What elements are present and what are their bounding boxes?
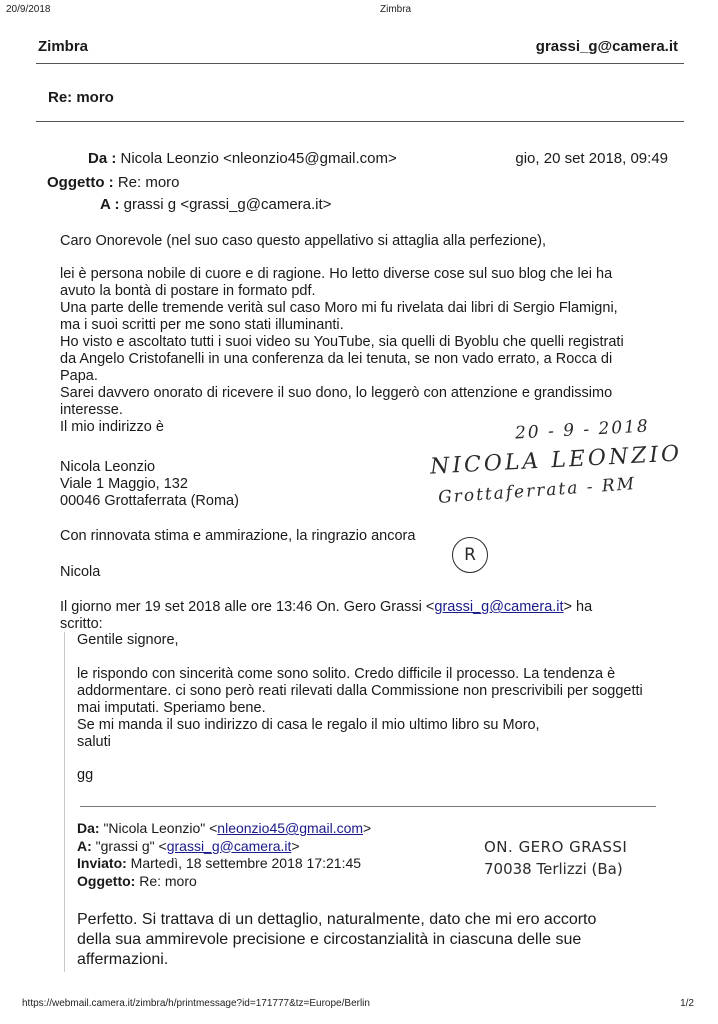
quote-bar	[64, 632, 65, 972]
subject-label: Oggetto :	[47, 174, 114, 191]
signature: Nicola	[60, 564, 101, 580]
quoted-to-email-link[interactable]: grassi_g@camera.it	[166, 837, 292, 854]
to-value: grassi g <grassi_g@camera.it>	[123, 196, 332, 213]
quoted-line: Se mi manda il suo indirizzo di casa le regalo il mio ultimo libro su Moro,	[77, 717, 540, 733]
account-email: grassi_g@camera.it	[535, 38, 678, 55]
app-name: Zimbra	[38, 38, 89, 55]
quoted-from-label: Da:	[77, 820, 100, 836]
stamp-line-1: ON. GERO GRASSI	[484, 838, 628, 856]
quoted-from-row	[77, 820, 457, 838]
quoted-line: le rispondo con sincerità come sono solito. Credo difficile il processo. La tendenza è	[77, 666, 616, 682]
address-line: 00046 Grottaferrata (Roma)	[60, 493, 239, 509]
body-line: interesse.	[60, 402, 123, 418]
body-line: Ho visto e ascoltato tutti i suoi video su YouTube, sia quelli di Byoblu che quelli registrati	[60, 334, 624, 350]
print-title: Zimbra	[380, 4, 412, 15]
quoted-sent-label: Inviato:	[77, 855, 127, 871]
quoted-greeting: Gentile signore,	[77, 632, 179, 648]
print-date: 20/9/2018	[6, 4, 51, 15]
quoted-to-end: >	[291, 837, 300, 854]
quoted-subject-value: Re: moro	[139, 872, 197, 889]
address-block	[60, 459, 340, 510]
quoted-from-email-link[interactable]: nleonzio45@gmail.com	[217, 820, 364, 836]
quoted-from-name: "Nicola Leonzio" <	[103, 820, 218, 836]
quoted-to-label: A:	[77, 837, 92, 854]
quoted-signature: gg	[77, 767, 94, 783]
body-line: Una parte delle tremende verità sul caso Moro mi fu rivelata dai libri di Sergio Flamigni,	[60, 300, 618, 316]
circled-r-mark	[452, 537, 488, 573]
quoted-body-line: Perfetto. Si trattava di un dettaglio, naturalmente, dato che mi ero accorto	[77, 911, 597, 928]
quoted-sent-row	[77, 855, 457, 873]
quoted-sent-value: Martedì, 18 settembre 2018 17:21:45	[130, 855, 362, 871]
reply-intro-end: > ha	[563, 599, 593, 615]
subject-row	[47, 174, 180, 191]
quoted-body-line: affermazioni.	[77, 951, 169, 968]
reply-intro	[60, 599, 660, 633]
quoted-header	[77, 820, 457, 890]
quoted-to-row	[77, 838, 457, 856]
address-line: Nicola Leonzio	[60, 459, 156, 475]
address-line: Viale 1 Maggio, 132	[60, 476, 188, 492]
page-number: 1/2	[680, 998, 694, 1009]
subject-divider	[36, 121, 684, 122]
body-paragraph	[60, 266, 660, 436]
body-greeting: Caro Onorevole (nel suo caso questo appellativo si attaglia alla perfezione),	[60, 233, 547, 249]
to-row	[100, 196, 331, 213]
from-value: Nicola Leonzio <nleonzio45@gmail.com>	[120, 150, 397, 167]
reply-intro-line2: scritto:	[60, 616, 103, 632]
quoted-line: mai imputati. Speriamo bene.	[77, 700, 266, 716]
header-divider	[36, 63, 684, 64]
quoted-body	[77, 910, 677, 970]
body-line: avuto la bontà di postare in formato pdf.	[60, 283, 316, 299]
quoted-subject-row	[77, 873, 457, 891]
quoted-to-name: "grassi g" <	[95, 837, 167, 854]
closing-line: Con rinnovata stima e ammirazione, la ringrazio ancora	[60, 528, 416, 544]
stamp	[484, 838, 627, 878]
to-label: A :	[100, 196, 120, 213]
handwritten-name: NICOLA LEONZIO	[429, 441, 683, 480]
subject-value: Re: moro	[117, 174, 180, 191]
body-line: lei è persona nobile di cuore e di ragione. Ho letto diverse cose sul suo blog che lei ha	[60, 266, 613, 282]
handwritten-date: 20 - 9 - 2018	[514, 416, 651, 444]
footer-url: https://webmail.camera.it/zimbra/h/printmessage?id=171777&tz=Europe/Berlin	[22, 998, 370, 1009]
stamp-line-2: 70038 Terlizzi (Ba)	[484, 860, 623, 878]
body-line: Il mio indirizzo è	[60, 419, 164, 435]
quoted-from-end: >	[363, 820, 372, 836]
reply-intro-text: Il giorno mer 19 set 2018 alle ore 13:46 On. Gero Grassi <	[60, 599, 435, 615]
from-row	[88, 150, 397, 167]
page-title: Re: moro	[48, 89, 114, 106]
circled-r-letter: R	[464, 545, 476, 565]
quoted-line: saluti	[77, 734, 111, 750]
quoted-line: addormentare. ci sono però reati rilevati dalla Commissione non prescrivibili per soggetti	[77, 683, 643, 699]
body-line: Sarei davvero onorato di ricevere il suo dono, lo leggerò con attenzione e grandissimo	[60, 385, 613, 401]
body-line: Papa.	[60, 368, 98, 384]
quoted-subject-label: Oggetto:	[77, 872, 136, 889]
quoted-paragraph	[77, 666, 667, 751]
body-line: ma i suoi scritti per me sono stati illuminanti.	[60, 317, 344, 333]
reply-intro-email-link[interactable]: grassi_g@camera.it	[434, 599, 564, 615]
quoted-divider	[80, 806, 656, 807]
message-date: gio, 20 set 2018, 09:49	[515, 150, 668, 167]
from-label: Da :	[88, 150, 117, 167]
body-line: da Angelo Cristofanelli in una conferenza da lei tenuta, se non vado errato, a Rocca di	[60, 351, 613, 367]
quoted-body-line: della sua ammirevole precisione e circostanzialità in ciascuna delle sue	[77, 931, 582, 948]
handwritten-city: Grottaferrata - RM	[437, 474, 637, 508]
